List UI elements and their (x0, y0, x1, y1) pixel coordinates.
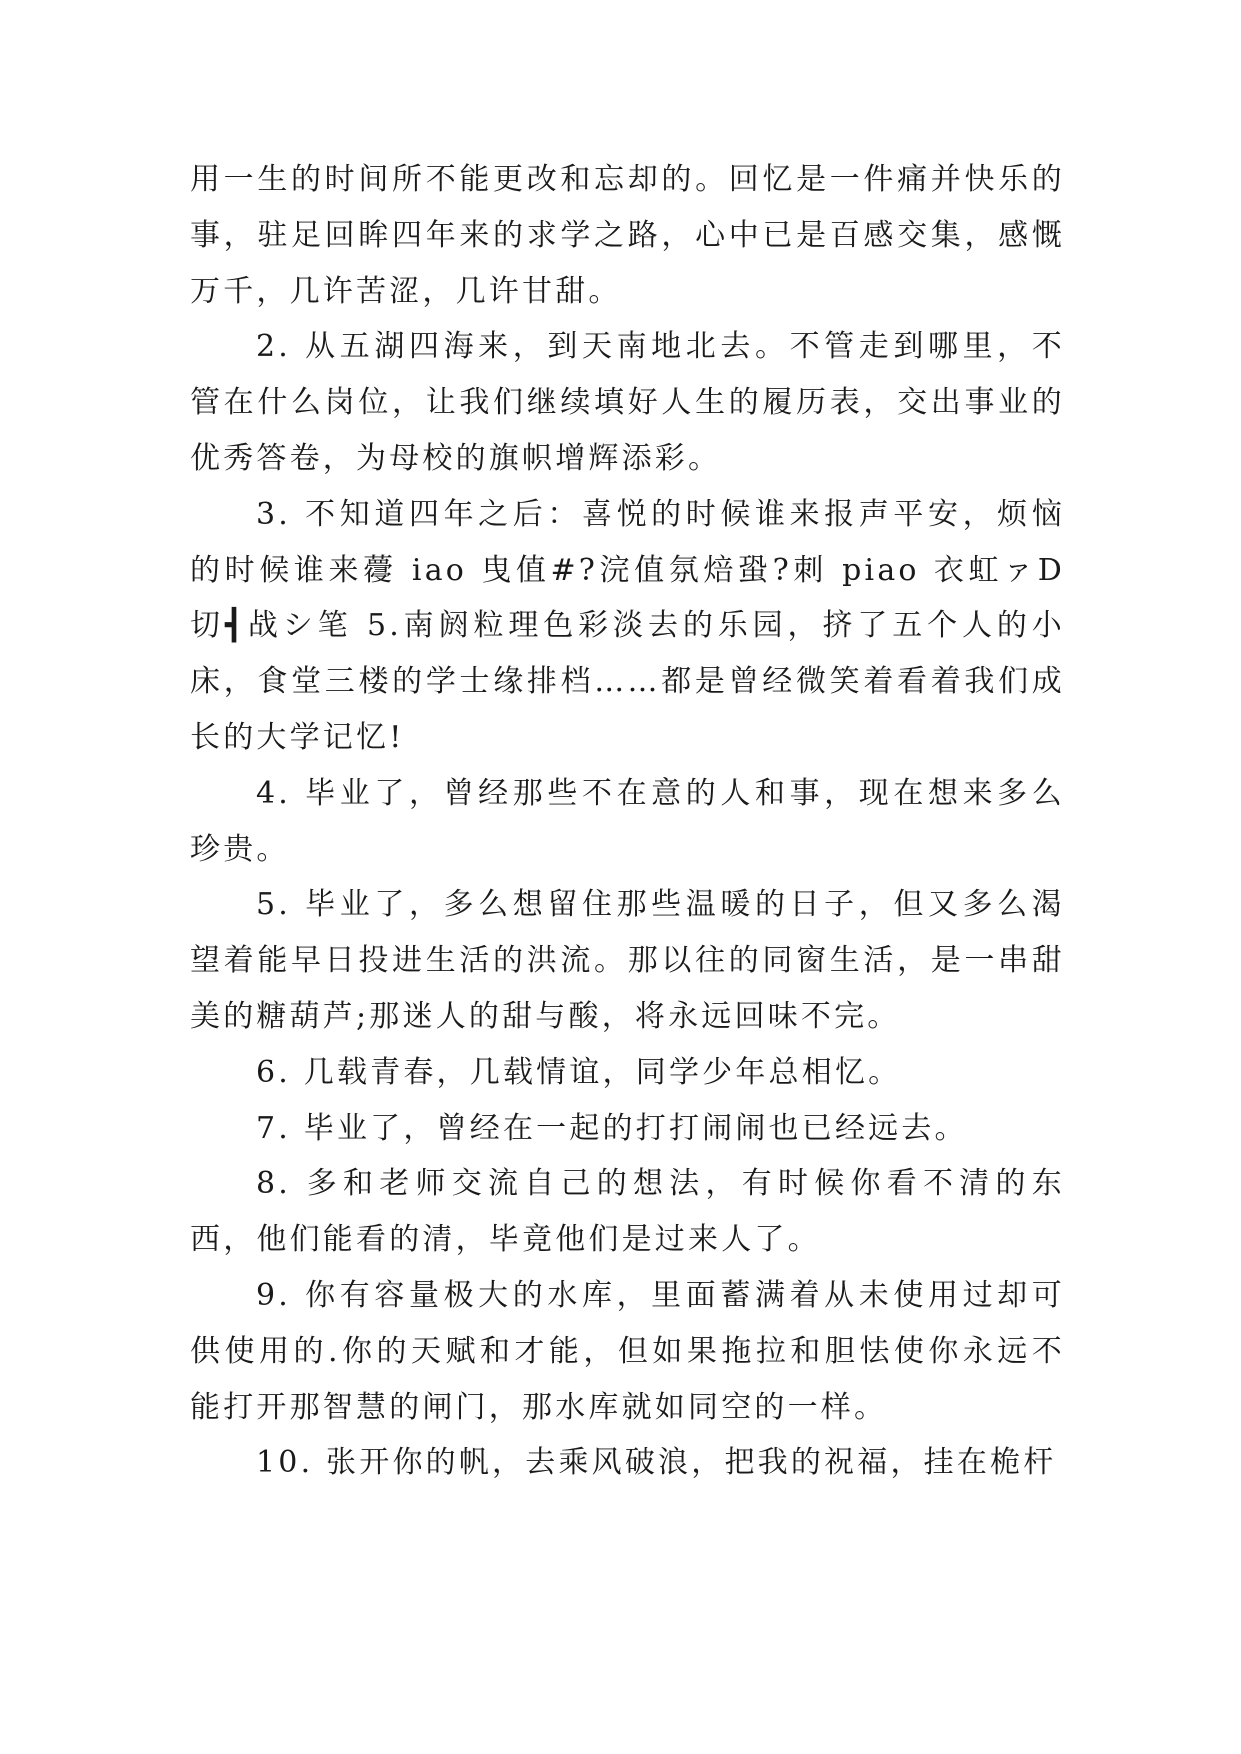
paragraph-item-9: 9. 你有容量极大的水库，里面蓄满着从未使用过却可供使用的.你的天赋和才能，但如果拖拉和胆怯使你永远不能打开那智慧的闸门，那水库就如同空的一样。 (190, 1277, 1065, 1425)
paragraph-item-6: 6. 几载青春，几载情谊，同学少年总相忆。 (256, 1054, 902, 1090)
paragraph-item-4: 4. 毕业了，曾经那些不在意的人和事，现在想来多么珍贵。 (190, 775, 1065, 867)
paragraph-continuation: 用一生的时间所不能更改和忘却的。回忆是一件痛并快乐的事，驻足回眸四年来的求学之路，心中已是百感交集，感慨万千，几许苦涩，几许甘甜。 (190, 162, 1065, 309)
paragraph-item-8: 8. 多和老师交流自己的想法，有时候你看不清的东西，他们能看的清，毕竟他们是过来人了。 (190, 1166, 1065, 1258)
paragraph-item-3: 3. 不知道四年之后：喜悦的时候谁来报声平安，烦恼的时候谁来蘉 iao 曳值#?浣值氛焙蛩?刺 piao 衣虹ァD 切┫战シ笔 5.南阏粒理色彩淡去的乐园，挤了五个人的小床，食堂三楼的学士缘排档……都是曾经微笑着看着我们成长的大学记忆! (190, 496, 1065, 755)
paragraph-item-5: 5. 毕业了，多么想留住那些温暖的日子，但又多么渴望着能早日投进生活的洪流。那以往的同窗生活，是一串甜美的糖葫芦;那迷人的甜与酸，将永远回味不完。 (190, 887, 1065, 1034)
document-body (190, 152, 1065, 1491)
paragraph-item-7: 7. 毕业了，曾经在一起的打打闹闹也已经远去。 (256, 1110, 968, 1146)
paragraph-item-10: 10. 张开你的帆，去乘风破浪，把我的祝福，挂在桅杆 (256, 1445, 1057, 1481)
paragraph-item-2: 2. 从五湖四海来，到天南地北去。不管走到哪里，不管在什么岗位，让我们继续填好人生的履历表，交出事业的优秀答卷，为母校的旗帜增辉添彩。 (190, 329, 1065, 476)
